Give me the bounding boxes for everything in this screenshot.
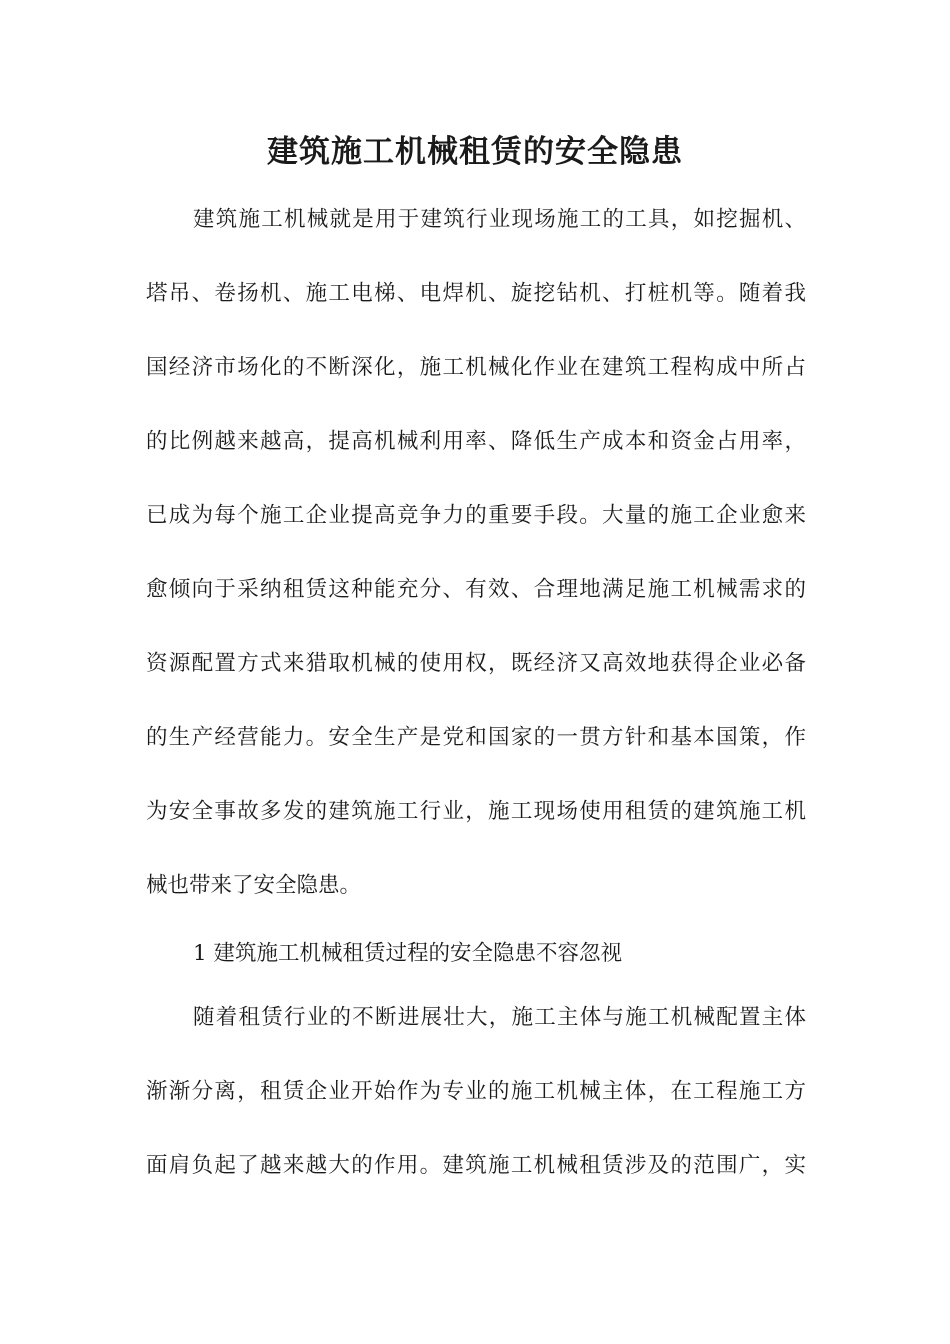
paragraph-line: 的比例越来越高，提高机械利用率、降低生产成本和资金占用率， bbox=[146, 429, 806, 454]
paragraph-line: 为安全事故多发的建筑施工行业，施工现场使用租赁的建筑施工机 bbox=[146, 799, 806, 824]
paragraph-line: 械也带来了安全隐患。 bbox=[146, 873, 362, 898]
paragraph-line: 随着租赁行业的不断进展壮大，施工主体与施工机械配置主体 bbox=[193, 1005, 806, 1030]
paragraph-line: 国经济市场化的不断深化，施工机械化作业在建筑工程构成中所占 bbox=[146, 355, 806, 380]
paragraph-line: 面肩负起了越来越大的作用。建筑施工机械租赁涉及的范围广，实 bbox=[146, 1153, 806, 1178]
paragraph-line: 塔吊、卷扬机、施工电梯、电焊机、旋挖钻机、打桩机等。随着我 bbox=[146, 281, 806, 306]
paragraph-line: 渐渐分离，租赁企业开始作为专业的施工机械主体，在工程施工方 bbox=[146, 1079, 806, 1104]
document-title: 建筑施工机械租赁的安全隐患 bbox=[267, 134, 683, 170]
section-heading: 1 建筑施工机械租赁过程的安全隐患不容忽视 bbox=[193, 941, 623, 966]
paragraph-line: 愈倾向于采纳租赁这种能充分、有效、合理地满足施工机械需求的 bbox=[146, 577, 806, 602]
paragraph-line: 资源配置方式来猎取机械的使用权，既经济又高效地获得企业必备 bbox=[146, 651, 806, 676]
paragraph-line: 已成为每个施工企业提高竞争力的重要手段。大量的施工企业愈来 bbox=[146, 503, 806, 528]
paragraph-line: 的生产经营能力。安全生产是党和国家的一贯方针和基本国策，作 bbox=[146, 725, 806, 750]
paragraph-line: 建筑施工机械就是用于建筑行业现场施工的工具，如挖掘机、 bbox=[193, 207, 806, 232]
